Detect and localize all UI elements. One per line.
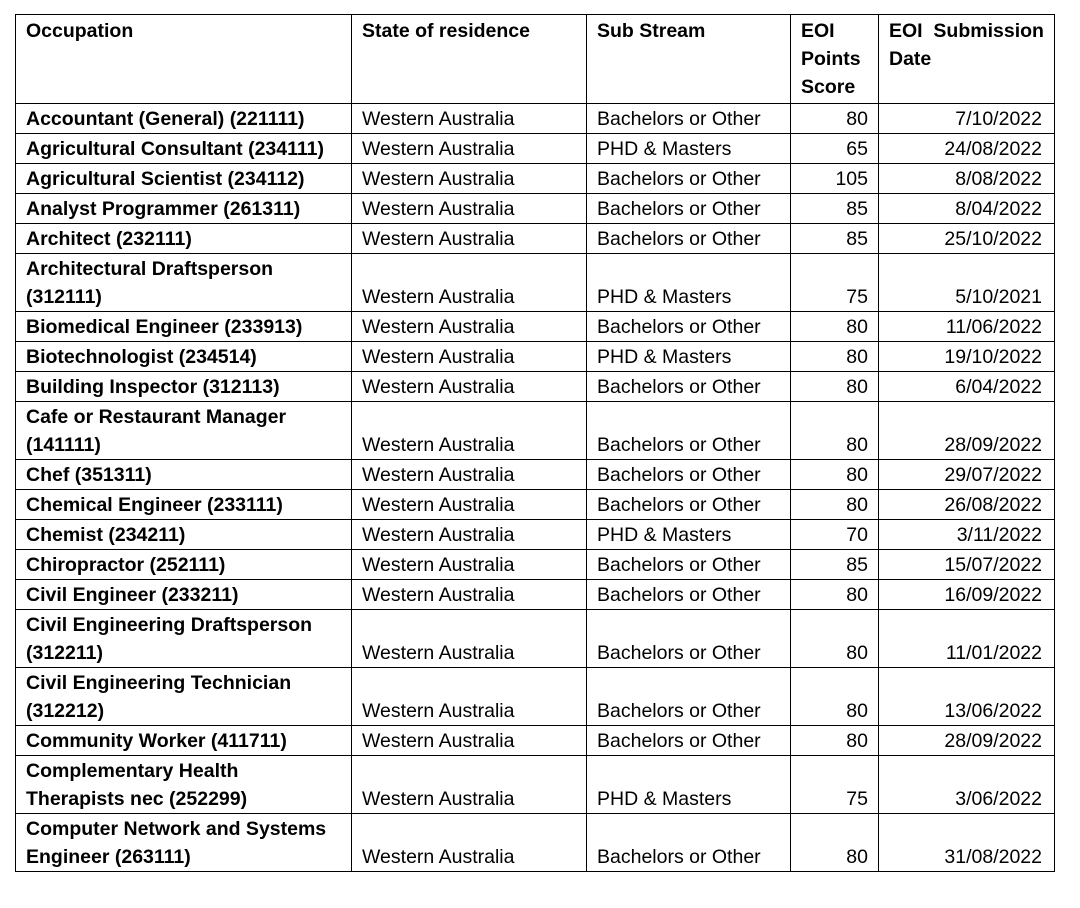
table-row <box>16 726 1055 756</box>
cell-occupation: Architectural Draftsperson (312111) <box>16 254 352 312</box>
cell-occupation: Agricultural Consultant (234111) <box>16 134 352 164</box>
cell-occupation: Agricultural Scientist (234112) <box>16 164 352 194</box>
table-row <box>16 194 1055 224</box>
cell-state-of-residence: Western Australia <box>352 224 587 254</box>
cell-occupation: Computer Network and Systems Engineer (263111) <box>16 814 352 872</box>
cell-occupation: Civil Engineer (233211) <box>16 580 352 610</box>
cell-eoi-points-score: 75 <box>791 756 879 814</box>
table-row <box>16 312 1055 342</box>
cell-eoi-points-score: 80 <box>791 580 879 610</box>
cell-occupation: Chemist (234211) <box>16 520 352 550</box>
cell-eoi-points-score: 80 <box>791 814 879 872</box>
cell-sub-stream: Bachelors or Other <box>587 372 791 402</box>
cell-occupation: Chemical Engineer (233111) <box>16 490 352 520</box>
table-row <box>16 134 1055 164</box>
cell-sub-stream: Bachelors or Other <box>587 312 791 342</box>
cell-eoi-points-score: 65 <box>791 134 879 164</box>
cell-sub-stream: Bachelors or Other <box>587 668 791 726</box>
cell-sub-stream: Bachelors or Other <box>587 814 791 872</box>
table-row <box>16 104 1055 134</box>
header-eoi-points-score: EOI Points Score <box>791 15 879 104</box>
cell-eoi-points-score: 80 <box>791 726 879 756</box>
cell-eoi-submission-date: 29/07/2022 <box>879 460 1055 490</box>
cell-eoi-submission-date: 8/04/2022 <box>879 194 1055 224</box>
cell-eoi-submission-date: 8/08/2022 <box>879 164 1055 194</box>
cell-occupation: Civil Engineering Draftsperson (312211) <box>16 610 352 668</box>
cell-occupation: Complementary Health Therapists nec (252299) <box>16 756 352 814</box>
cell-sub-stream: Bachelors or Other <box>587 726 791 756</box>
cell-state-of-residence: Western Australia <box>352 610 587 668</box>
cell-occupation: Accountant (General) (221111) <box>16 104 352 134</box>
cell-sub-stream: Bachelors or Other <box>587 104 791 134</box>
cell-eoi-submission-date: 19/10/2022 <box>879 342 1055 372</box>
cell-eoi-points-score: 70 <box>791 520 879 550</box>
cell-state-of-residence: Western Australia <box>352 312 587 342</box>
cell-eoi-points-score: 85 <box>791 194 879 224</box>
table-row <box>16 580 1055 610</box>
cell-occupation: Architect (232111) <box>16 224 352 254</box>
cell-eoi-points-score: 80 <box>791 342 879 372</box>
cell-state-of-residence: Western Australia <box>352 460 587 490</box>
cell-eoi-submission-date: 15/07/2022 <box>879 550 1055 580</box>
table-row <box>16 668 1055 726</box>
cell-sub-stream: Bachelors or Other <box>587 580 791 610</box>
cell-state-of-residence: Western Australia <box>352 402 587 460</box>
cell-state-of-residence: Western Australia <box>352 580 587 610</box>
cell-eoi-submission-date: 13/06/2022 <box>879 668 1055 726</box>
cell-eoi-submission-date: 26/08/2022 <box>879 490 1055 520</box>
cell-state-of-residence: Western Australia <box>352 254 587 312</box>
cell-eoi-points-score: 75 <box>791 254 879 312</box>
cell-occupation: Civil Engineering Technician (312212) <box>16 668 352 726</box>
cell-eoi-points-score: 80 <box>791 460 879 490</box>
header-state-of-residence: State of residence <box>352 15 587 104</box>
cell-eoi-submission-date: 3/11/2022 <box>879 520 1055 550</box>
header-eoi-submission-date: EOI Submission Date <box>879 15 1055 104</box>
cell-eoi-submission-date: 16/09/2022 <box>879 580 1055 610</box>
table-row <box>16 224 1055 254</box>
cell-eoi-submission-date: 7/10/2022 <box>879 104 1055 134</box>
table-row <box>16 610 1055 668</box>
table-row <box>16 342 1055 372</box>
cell-sub-stream: PHD & Masters <box>587 756 791 814</box>
cell-eoi-submission-date: 3/06/2022 <box>879 756 1055 814</box>
cell-eoi-points-score: 105 <box>791 164 879 194</box>
cell-occupation: Building Inspector (312113) <box>16 372 352 402</box>
cell-sub-stream: Bachelors or Other <box>587 224 791 254</box>
cell-state-of-residence: Western Australia <box>352 550 587 580</box>
cell-occupation: Community Worker (411711) <box>16 726 352 756</box>
cell-state-of-residence: Western Australia <box>352 756 587 814</box>
cell-sub-stream: PHD & Masters <box>587 134 791 164</box>
cell-state-of-residence: Western Australia <box>352 726 587 756</box>
table-row <box>16 490 1055 520</box>
cell-eoi-submission-date: 28/09/2022 <box>879 726 1055 756</box>
cell-state-of-residence: Western Australia <box>352 814 587 872</box>
table-row <box>16 460 1055 490</box>
table-row <box>16 550 1055 580</box>
eoi-occupation-table <box>15 14 1055 872</box>
cell-eoi-points-score: 80 <box>791 312 879 342</box>
cell-sub-stream: Bachelors or Other <box>587 164 791 194</box>
cell-state-of-residence: Western Australia <box>352 372 587 402</box>
cell-state-of-residence: Western Australia <box>352 520 587 550</box>
cell-sub-stream: PHD & Masters <box>587 254 791 312</box>
cell-state-of-residence: Western Australia <box>352 104 587 134</box>
cell-eoi-submission-date: 5/10/2021 <box>879 254 1055 312</box>
cell-sub-stream: PHD & Masters <box>587 342 791 372</box>
cell-occupation: Biotechnologist (234514) <box>16 342 352 372</box>
cell-eoi-points-score: 80 <box>791 490 879 520</box>
cell-sub-stream: Bachelors or Other <box>587 194 791 224</box>
cell-eoi-points-score: 85 <box>791 224 879 254</box>
cell-eoi-submission-date: 6/04/2022 <box>879 372 1055 402</box>
cell-eoi-points-score: 80 <box>791 372 879 402</box>
header-occupation: Occupation <box>16 15 352 104</box>
cell-sub-stream: Bachelors or Other <box>587 460 791 490</box>
table-row <box>16 164 1055 194</box>
cell-eoi-points-score: 85 <box>791 550 879 580</box>
cell-occupation: Chef (351311) <box>16 460 352 490</box>
cell-sub-stream: Bachelors or Other <box>587 402 791 460</box>
cell-eoi-submission-date: 28/09/2022 <box>879 402 1055 460</box>
cell-eoi-submission-date: 24/08/2022 <box>879 134 1055 164</box>
cell-eoi-points-score: 80 <box>791 104 879 134</box>
table-row <box>16 254 1055 312</box>
cell-occupation: Cafe or Restaurant Manager (141111) <box>16 402 352 460</box>
header-sub-stream: Sub Stream <box>587 15 791 104</box>
cell-eoi-submission-date: 25/10/2022 <box>879 224 1055 254</box>
table-header-row <box>16 15 1055 104</box>
cell-eoi-submission-date: 11/01/2022 <box>879 610 1055 668</box>
cell-state-of-residence: Western Australia <box>352 668 587 726</box>
table-row <box>16 756 1055 814</box>
cell-eoi-points-score: 80 <box>791 668 879 726</box>
cell-eoi-submission-date: 11/06/2022 <box>879 312 1055 342</box>
cell-eoi-points-score: 80 <box>791 610 879 668</box>
cell-state-of-residence: Western Australia <box>352 490 587 520</box>
cell-sub-stream: Bachelors or Other <box>587 610 791 668</box>
cell-state-of-residence: Western Australia <box>352 164 587 194</box>
table-row <box>16 372 1055 402</box>
cell-state-of-residence: Western Australia <box>352 342 587 372</box>
cell-state-of-residence: Western Australia <box>352 194 587 224</box>
cell-eoi-submission-date: 31/08/2022 <box>879 814 1055 872</box>
cell-sub-stream: Bachelors or Other <box>587 490 791 520</box>
cell-sub-stream: PHD & Masters <box>587 520 791 550</box>
cell-occupation: Analyst Programmer (261311) <box>16 194 352 224</box>
cell-state-of-residence: Western Australia <box>352 134 587 164</box>
table-row <box>16 814 1055 872</box>
cell-sub-stream: Bachelors or Other <box>587 550 791 580</box>
cell-occupation: Biomedical Engineer (233913) <box>16 312 352 342</box>
cell-eoi-points-score: 80 <box>791 402 879 460</box>
table-row <box>16 402 1055 460</box>
table-row <box>16 520 1055 550</box>
cell-occupation: Chiropractor (252111) <box>16 550 352 580</box>
